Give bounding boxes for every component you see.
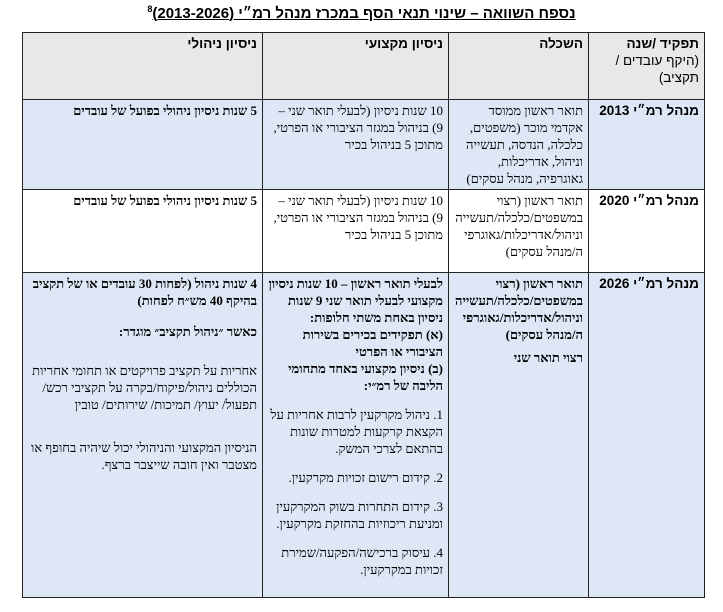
title-text: נספח השוואה – שינוי תנאי הסף במכרז מנהל רמ״י (2013-2026) — [152, 5, 576, 22]
professional-cell: 10 שנות ניסיון (לבעלי תואר שני – 9) בניהול במגזר הציבורי או הפרטי, מתוכן 5 בניהול בכיר — [263, 190, 449, 273]
comparison-table — [22, 32, 705, 598]
managerial-cell: 5 שנות ניסיון ניהולי בפועל של עובדים — [23, 100, 263, 190]
header-role — [589, 33, 705, 100]
footnote-marker: 8 — [147, 4, 153, 14]
table-row — [23, 273, 705, 598]
professional-item: 4. עיסוק ברכישה/הפקעה/שמירת זכויות במקרקעין. — [281, 545, 443, 577]
role-cell: מנהל רמ״י 2013 — [589, 100, 705, 190]
role-cell: מנהל רמ״י 2026 — [589, 273, 705, 598]
document-title — [0, 3, 723, 25]
education-text: תואר ראשון (רצוי במשפטים/כלכלה/תעשייה וניהול/אדריכלות/גאוגרפי ה/מנהל עסקים) — [455, 276, 583, 342]
professional-option-a: (א) תפקידים בכירים בשירות הציבורי או הפרטי — [302, 327, 443, 359]
professional-item: 2. קידום רישום זכויות מקרקעין. — [288, 470, 443, 485]
header-education: השכלה — [449, 33, 589, 100]
header-role-title: תפקיד /שנה — [626, 36, 699, 51]
professional-cell — [263, 273, 449, 598]
education-extra: רצוי תואר שני — [513, 350, 583, 365]
education-cell — [449, 273, 589, 598]
header-row — [23, 33, 705, 100]
professional-intro: לבעלי תואר ראשון – 10 שנות ניסיון מקצועי לבעלי תואר שני 9 שנות ניסיון באחת משתי חלופות: — [268, 276, 443, 325]
education-cell: תואר ראשון (רצוי במשפטים/כלכלה/תעשייה וניהול/אדריכלות/גאוגרפי ה/מנהל עסקים) — [449, 190, 589, 273]
professional-item: 1. ניהול מקרקעין לרבות אחריות על הקצאת קרקעות למטרות שונות בהתאם לצרכי המשק. — [270, 407, 443, 456]
header-managerial: ניסיון ניהולי — [23, 33, 263, 100]
managerial-note: הניסיון המקצועי והניהולי יכול שיהיה בחופף או מצטבר ואין חובה שייצבר ברצף. — [31, 440, 257, 472]
table-row — [23, 190, 705, 273]
managerial-main: 4 שנות ניהול (לפחות 30 עובדים או של תקציב בהיקף 40 מש״ח לפחות) — [32, 276, 257, 308]
managerial-definition-body: אחריות על תקציב פרויקטים או תחומי אחריות הכוללים ניהול/פיקוח/בקרה על תקציבי רכש/ תפעול/ יעוץ/ תמיכות/ שירותים/ טובין — [32, 363, 257, 412]
education-cell: תואר ראשון ממוסד אקדמי מוכר (משפטים, כלכלה, הנדסה, תעשייה וניהול, אדריכלות, גאוגרפיה, מנהל עסקים) — [449, 100, 589, 190]
managerial-cell — [23, 273, 263, 598]
managerial-cell: 5 שנות ניסיון ניהולי בפועל של עובדים — [23, 190, 263, 273]
professional-item: 3. קידום התחרות בשוק המקרקעין ומניעת ריכוזיות בהחזקת מקרקעין. — [276, 499, 443, 531]
professional-option-b: (ב) ניסיון מקצועי באחד מתחומי הליבה של רמ״י: — [288, 361, 443, 393]
header-professional: ניסיון מקצועי — [263, 33, 449, 100]
role-cell: מנהל רמ״י 2020 — [589, 190, 705, 273]
professional-cell: 10 שנות ניסיון (לבעלי תואר שני – 9) בניהול במגזר הציבורי או הפרטי, מתוכן 5 בניהול בכיר — [263, 100, 449, 190]
header-role-subtitle: (היקף עובדים / תקציב) — [615, 53, 699, 85]
managerial-definition-title: כאשר ״ניהול תקציב״ מוגדר: — [118, 324, 257, 339]
table-row — [23, 100, 705, 190]
